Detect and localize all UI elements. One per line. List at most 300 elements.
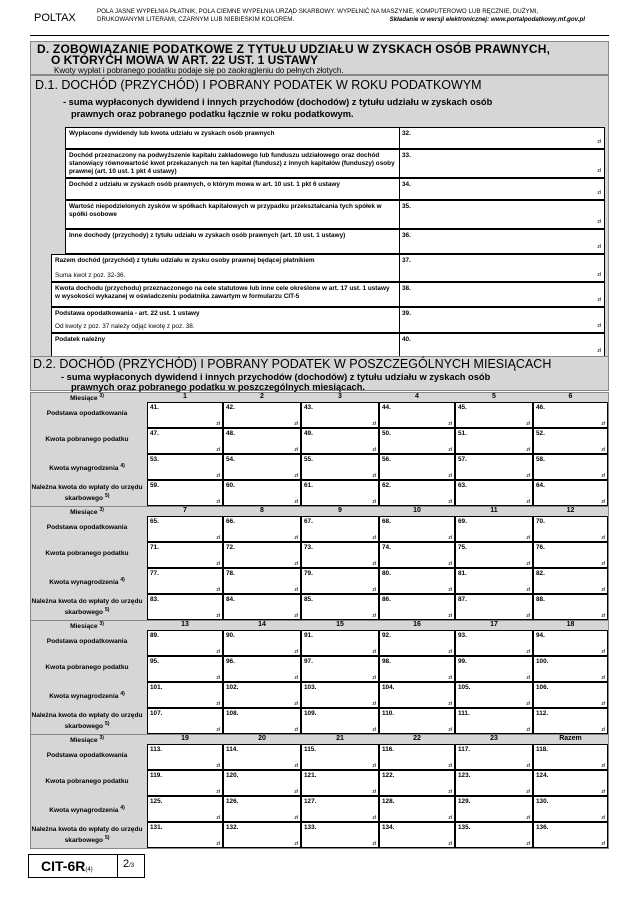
d2-amount-field[interactable] [147,656,223,682]
month-header: 13 [181,621,189,628]
d2-row-label [31,462,143,473]
month-header: 12 [566,507,575,514]
d1-row [65,229,605,254]
d2-row-label [31,638,143,646]
field-number: 57. [458,456,467,463]
currency-label: zł [372,649,376,655]
section-d-title2: O KTÓRYCH MOWA W ART. 22 UST. 1 USTAWY [51,53,319,67]
d2-row-label-text: Kwota wynagrodzenia [49,693,119,701]
currency-label: zł [597,348,601,355]
currency-label: zł [216,447,220,453]
currency-label: zł [216,727,220,733]
field-number: 134. [382,824,395,831]
field-number: 87. [458,596,467,603]
currency-label: zł [526,535,530,541]
field-number: 37. [402,257,411,264]
d2-month-block [30,734,609,849]
field-number: 96. [226,658,235,665]
d1-row-label: Razem dochód (przychód) z tytułu udziału w zysku osoby prawnej będącej płatnikiem [55,257,315,264]
months-header-label [31,507,143,516]
d2-amount-field[interactable] [533,480,608,506]
d2-amount-field[interactable] [147,568,223,594]
d1-sub1: - suma wypłaconych dywidend i innych przychodów (dochodów) z tytułu udziału w zyskach osób [63,97,493,107]
d2-amount-field[interactable] [455,516,533,542]
d1-row [51,307,605,333]
d2-amount-field[interactable] [533,770,608,796]
currency-label: zł [526,421,530,427]
currency-label: zł [526,561,530,567]
poltax-label: POLTAX [34,12,76,24]
page-total: /3 [129,863,135,869]
d2-amount-field[interactable] [223,708,301,734]
d2-row-label [31,550,143,558]
d2-amount-field[interactable] [301,542,379,568]
field-number: 80. [382,570,391,577]
months-label-text: Miesiące [70,395,98,403]
months-label-text: Miesiące [70,737,98,745]
field-number: 60. [226,482,235,489]
d2-amount-field[interactable] [301,796,379,822]
d2-amount-field[interactable] [379,630,455,656]
d2-amount-field[interactable] [147,796,223,822]
d1-row-label: Dochód przeznaczony na podwyższenie kapitału zakładowego lub funduszu udziałowego oraz dochód stanowiący równowartość kwot przekazanych na ten kapitał (fundusz) z innych kapitałów (funduszy) osoby prawnej (art. 10 ust. 1 pkt 4 ustawy) [69,152,395,175]
currency-label: zł [597,244,601,251]
d1-row-label: Wartość niepodzielonych zysków w spółkach kapitałowych w przypadku przekształcania tych spółek w spółki osobowe [69,203,382,218]
d2-amount-field[interactable] [147,744,223,770]
d2-amount-field[interactable] [223,770,301,796]
d2-amount-field[interactable] [379,594,455,620]
field-number: 92. [382,632,391,639]
d2-amount-field[interactable] [301,568,379,594]
d1-amount-field[interactable] [399,229,605,254]
d2-amount-field[interactable] [379,656,455,682]
field-number: 42. [226,404,235,411]
d2-amount-field[interactable] [301,708,379,734]
d2-amount-field[interactable] [223,744,301,770]
currency-label: zł [294,421,298,427]
d2-amount-field[interactable] [223,428,301,454]
currency-label: zł [448,649,452,655]
d1-row-label: Kwota dochodu (przychodu) przeznaczonego na cele statutowe lub inne cele określone w art. 17 ust. 1 ustawy w wysokości wykazanej w oświadczeniu podatnika zawartym w formularzu CIT-5 [55,285,390,300]
field-number: 109. [304,710,317,717]
d2-amount-field[interactable] [301,744,379,770]
field-number: 132. [226,824,239,831]
d1-row [51,254,605,282]
field-number: 71. [150,544,159,551]
d2-amount-field[interactable] [223,480,301,506]
field-number: 97. [304,658,313,665]
d2-amount-field[interactable] [533,630,608,656]
d1-amount-field[interactable] [399,307,605,333]
d2-amount-field[interactable] [455,682,533,708]
field-number: 46. [536,404,545,411]
field-number: 74. [382,544,391,551]
d2-amount-field[interactable] [533,744,608,770]
currency-label: zł [601,561,605,567]
currency-label: zł [448,763,452,769]
section-d-header [30,41,609,75]
d2-amount-field[interactable] [223,822,301,848]
currency-label: zł [601,789,605,795]
currency-label: zł [372,763,376,769]
currency-label: zł [526,675,530,681]
months-label-text: Miesiące [70,623,98,631]
field-number: 125. [150,798,163,805]
d2-amount-field[interactable] [301,656,379,682]
d2-row-label-text: Kwota wynagrodzenia [49,807,119,815]
currency-label: zł [601,473,605,479]
d2-row-label [31,598,143,617]
instruction-note [97,8,597,24]
d2-amount-field[interactable] [301,822,379,848]
currency-label: zł [216,535,220,541]
d2-amount-field[interactable] [455,656,533,682]
field-number: 83. [150,596,159,603]
currency-label: zł [601,649,605,655]
currency-label: zł [448,447,452,453]
d2-row-label-text: Należna kwota do wpłaty do urzędu skarbowego [31,484,143,503]
d2-row-label [31,664,143,672]
currency-label: zł [601,587,605,593]
d2-amount-field[interactable] [455,822,533,848]
d2-amount-field[interactable] [223,402,301,428]
months-footnote: 3) [99,507,104,513]
d2-row-label-text: Należna kwota do wpłaty do urzędu skarbowego [31,826,143,845]
currency-label: zł [597,139,601,146]
d2-amount-field[interactable] [379,708,455,734]
d2-row-label [31,712,143,731]
currency-label: zł [372,701,376,707]
d2-amount-field[interactable] [455,568,533,594]
d2-amount-field[interactable] [455,796,533,822]
d2-amount-field[interactable] [455,428,533,454]
currency-label: zł [372,613,376,619]
d2-amount-field[interactable] [533,542,608,568]
d1-amount-field[interactable] [399,178,605,200]
d2-amount-field[interactable] [301,770,379,796]
currency-label: zł [448,701,452,707]
d2-row-label [31,752,143,760]
month-header: Razem [559,735,582,742]
d2-amount-field[interactable] [379,822,455,848]
field-number: 105. [458,684,471,691]
field-number: 84. [226,596,235,603]
d1-amount-field[interactable] [399,200,605,229]
d2-amount-field[interactable] [379,542,455,568]
field-number: 64. [536,482,545,489]
d2-amount-field[interactable] [147,682,223,708]
d1-row [65,149,605,178]
field-number: 91. [304,632,313,639]
d2-row-label [31,826,143,845]
d2-amount-field[interactable] [455,630,533,656]
d2-row-label [31,690,143,701]
month-header: 19 [181,735,189,742]
currency-label: zł [526,447,530,453]
field-number: 95. [150,658,159,665]
months-footnote: 3) [99,621,104,627]
d2-amount-field[interactable] [147,822,223,848]
d2-amount-field[interactable] [379,402,455,428]
currency-label: zł [601,763,605,769]
d2-amount-field[interactable] [223,656,301,682]
d2-amount-field[interactable] [223,796,301,822]
field-number: 108. [226,710,239,717]
d2-amount-field[interactable] [533,454,608,480]
months-header-label [31,621,143,630]
d2-amount-field[interactable] [223,516,301,542]
d2-amount-field[interactable] [147,428,223,454]
currency-label: zł [601,815,605,821]
month-header: 9 [338,507,342,514]
d2-amount-field[interactable] [379,744,455,770]
currency-label: zł [448,727,452,733]
d2-amount-field[interactable] [533,682,608,708]
d2-amount-field[interactable] [455,708,533,734]
d2-amount-field[interactable] [533,708,608,734]
page-number [117,855,145,877]
d2-amount-field[interactable] [533,516,608,542]
currency-label: zł [294,499,298,505]
field-number: 65. [150,518,159,525]
currency-label: zł [372,675,376,681]
months-footnote: 3) [99,735,104,741]
d2-row-footnote: 4) [120,805,125,811]
d1-row-label: Wypłacone dywidendy lub kwota udziału w zyskach osób prawnych [69,130,275,137]
field-number: 82. [536,570,545,577]
field-number: 120. [226,772,239,779]
d1-amount-field[interactable] [399,149,605,178]
field-number: 130. [536,798,549,805]
d2-row-footnote: 5) [104,721,110,727]
currency-label: zł [372,421,376,427]
field-number: 94. [536,632,545,639]
d2-row-label-text: Należna kwota do wpłaty do urzędu skarbowego [31,712,143,731]
field-number: 79. [304,570,313,577]
field-number: 119. [150,772,163,779]
d2-amount-field[interactable] [379,770,455,796]
d2-amount-field[interactable] [533,796,608,822]
d2-amount-field[interactable] [455,770,533,796]
currency-label: zł [294,815,298,821]
field-number: 111. [458,710,470,717]
d2-row-label [31,524,143,532]
currency-label: zł [294,587,298,593]
d2-amount-field[interactable] [223,454,301,480]
d1-row [65,200,605,229]
d2-amount-field[interactable] [533,656,608,682]
field-number: 101. [150,684,163,691]
currency-label: zł [597,323,601,330]
field-number: 121. [304,772,317,779]
page-current: 2 [123,858,130,870]
d2-amount-field[interactable] [455,594,533,620]
currency-label: zł [372,587,376,593]
d2-amount-field[interactable] [379,516,455,542]
field-number: 81. [458,570,467,577]
d2-amount-field[interactable] [379,454,455,480]
d1-row-label: Podstawa opodatkowania - art. 22 ust. 1 ustawy [55,310,200,317]
d2-amount-field[interactable] [379,796,455,822]
d2-amount-field[interactable] [301,682,379,708]
currency-label: zł [526,701,530,707]
currency-label: zł [294,473,298,479]
d2-amount-field[interactable] [301,402,379,428]
field-number: 75. [458,544,467,551]
d2-amount-field[interactable] [223,568,301,594]
d2-amount-field[interactable] [223,630,301,656]
currency-label: zł [372,789,376,795]
d2-amount-field[interactable] [379,568,455,594]
field-number: 63. [458,482,467,489]
field-number: 98. [382,658,391,665]
d2-amount-field[interactable] [147,770,223,796]
d1-amount-field[interactable] [399,254,605,282]
d1-title: D.1. DOCHÓD (PRZYCHÓD) I POBRANY PODATEK W ROKU PODATKOWYM [35,78,482,92]
months-header-label [31,735,143,744]
month-header: 15 [336,621,344,628]
field-number: 106. [536,684,549,691]
d2-amount-field[interactable] [301,480,379,506]
d2-amount-field[interactable] [455,480,533,506]
field-number: 40. [402,336,411,343]
field-number: 47. [150,430,159,437]
d2-month-block [30,506,609,621]
field-number: 113. [150,746,163,753]
field-number: 115. [304,746,317,753]
d2-row-label [31,484,143,503]
currency-label: zł [294,613,298,619]
form-version: (4) [85,867,93,873]
d2-row-label [31,410,143,418]
month-header: 5 [492,393,496,400]
currency-label: zł [294,763,298,769]
d2-amount-field[interactable] [301,594,379,620]
currency-label: zł [448,675,452,681]
d2-amount-field[interactable] [379,480,455,506]
field-number: 51. [458,430,467,437]
form-footer [28,854,145,878]
currency-label: zł [526,727,530,733]
d2-amount-field[interactable] [301,454,379,480]
d2-amount-field[interactable] [455,402,533,428]
month-header: 18 [566,621,575,628]
currency-label: zł [601,535,605,541]
d2-amount-field[interactable] [147,454,223,480]
d2-amount-field[interactable] [223,682,301,708]
field-number: 100. [536,658,549,665]
d2-row-label-text: Kwota wynagrodzenia [49,579,119,587]
field-number: 118. [536,746,549,753]
field-number: 52. [536,430,545,437]
d1-amount-field[interactable] [399,282,605,307]
field-number: 33. [402,152,411,159]
d2-amount-field[interactable] [301,630,379,656]
currency-label: zł [294,789,298,795]
field-number: 59. [150,482,159,489]
currency-label: zł [526,763,530,769]
field-number: 35. [402,203,411,210]
d2-amount-field[interactable] [455,744,533,770]
currency-label: zł [216,675,220,681]
currency-label: zł [216,815,220,821]
d1-row-label: Podatek należny [55,336,106,343]
d2-amount-field[interactable] [379,682,455,708]
field-number: 110. [382,710,395,717]
section-d-subtitle: Kwoty wypłat i pobranego podatku podaje się po zaokrągleniu do pełnych złotych. [54,66,344,75]
d1-row-label: Inne dochody (przychody) z tytułu udziału w zyskach osób prawnych (art. 10 ust. 1 ustawy) [69,232,346,239]
form-code [41,858,93,874]
d2-amount-field[interactable] [223,594,301,620]
d2-row-footnote: 5) [104,493,110,499]
d2-amount-field[interactable] [379,428,455,454]
d1-row-note: Od kwoty z poz. 37 należy odjąć kwotę z poz. 38. [55,323,195,330]
currency-label: zł [601,841,605,847]
currency-label: zł [294,561,298,567]
month-header: 23 [490,735,498,742]
month-header: 14 [258,621,266,628]
currency-label: zł [294,727,298,733]
field-number: 136. [536,824,549,831]
section-d2-header [30,356,609,391]
field-number: 44. [382,404,391,411]
d2-amount-field[interactable] [147,630,223,656]
month-header: 3 [338,393,342,400]
currency-label: zł [597,219,601,226]
d2-amount-field[interactable] [147,516,223,542]
d2-amount-field[interactable] [223,542,301,568]
currency-label: zł [526,841,530,847]
currency-label: zł [216,701,220,707]
field-number: 39. [402,310,411,317]
d1-sub2: prawnych oraz pobranego podatku łącznie w roku podatkowym. [71,109,354,119]
field-number: 123. [458,772,471,779]
field-number: 36. [402,232,411,239]
section-d-title: D. ZOBOWIĄZANIE PODATKOWE Z TYTUŁU UDZIAŁU W ZYSKACH OSÓB PRAWNYCH, [37,42,551,56]
currency-label: zł [372,447,376,453]
d2-amount-field[interactable] [455,454,533,480]
header-divider [30,35,609,36]
d2-amount-field[interactable] [147,708,223,734]
d2-row-label-text: Kwota pobranego podatku [45,436,129,443]
field-number: 45. [458,404,467,411]
d2-amount-field[interactable] [147,542,223,568]
currency-label: zł [601,675,605,681]
d2-amount-field[interactable] [147,594,223,620]
currency-label: zł [294,447,298,453]
d2-amount-field[interactable] [301,516,379,542]
currency-label: zł [216,841,220,847]
d2-amount-field[interactable] [533,428,608,454]
d2-amount-field[interactable] [301,428,379,454]
field-number: 102. [226,684,239,691]
d2-amount-field[interactable] [533,402,608,428]
field-number: 124. [536,772,549,779]
d2-amount-field[interactable] [533,594,608,620]
field-number: 85. [304,596,313,603]
currency-label: zł [601,447,605,453]
d2-amount-field[interactable] [455,542,533,568]
d1-amount-field[interactable] [399,333,605,358]
d2-amount-field[interactable] [147,480,223,506]
e-filing-note: Składanie w wersji elektronicznej: www.portalpodatkowy.mf.gov.pl [389,16,585,23]
d1-amount-field[interactable] [399,127,605,149]
months-header-label [31,393,143,402]
d2-amount-field[interactable] [533,822,608,848]
d2-amount-field[interactable] [147,402,223,428]
d2-amount-field[interactable] [533,568,608,594]
form-code-text: CIT-6R [41,858,86,874]
